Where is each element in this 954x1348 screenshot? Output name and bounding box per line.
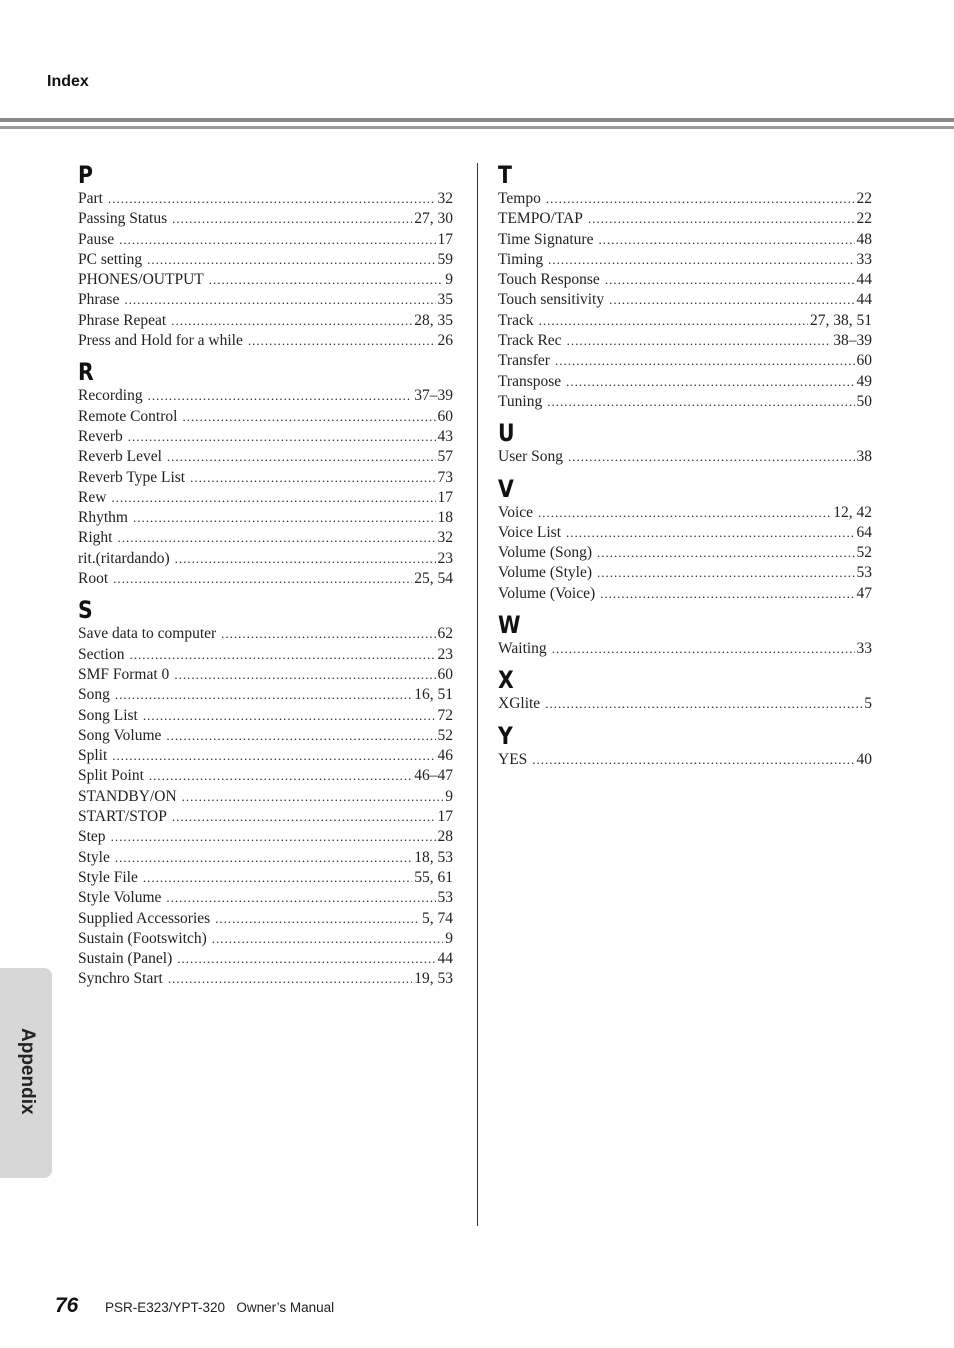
entry-term: Pause — [78, 230, 115, 248]
entry-term: Save data to computer — [78, 625, 217, 643]
dot-leader — [609, 290, 854, 310]
section-letter: S — [78, 596, 93, 625]
index-entry — [78, 528, 453, 548]
header-rule-thin — [0, 126, 954, 129]
index-entry — [498, 639, 872, 659]
entry-pages: 23 — [437, 645, 453, 663]
entry-term: Tuning — [498, 392, 543, 410]
index-entry — [78, 645, 453, 665]
dot-leader — [598, 230, 854, 250]
page-header-title: Index — [47, 73, 89, 90]
entry-pages: 25, 54 — [414, 570, 453, 588]
entry-term: Synchro Start — [78, 970, 163, 988]
index-entry — [498, 189, 872, 209]
entry-pages: 27, 30 — [414, 210, 453, 228]
entry-pages: 50 — [856, 392, 872, 410]
entry-pages: 28 — [437, 828, 453, 846]
entry-pages: 27, 38, 51 — [810, 311, 872, 329]
entry-pages: 44 — [856, 271, 872, 289]
dot-leader — [112, 746, 435, 766]
index-entry — [78, 624, 453, 644]
entry-term: Voice List — [498, 523, 561, 541]
index-entry — [498, 694, 872, 714]
entry-pages: 17 — [437, 808, 453, 826]
index-column-right — [498, 162, 872, 778]
dot-leader — [113, 569, 412, 589]
entry-pages: 53 — [437, 889, 453, 907]
index-entry — [78, 766, 453, 786]
index-entry — [78, 250, 453, 270]
dot-leader — [124, 290, 435, 310]
entry-term: Recording — [78, 387, 143, 405]
index-section — [498, 612, 872, 659]
entry-pages: 46–47 — [414, 767, 453, 785]
entry-pages: 64 — [856, 523, 872, 541]
index-entry — [78, 488, 453, 508]
dot-leader — [209, 270, 444, 290]
dot-leader — [597, 563, 855, 583]
dot-leader — [143, 706, 436, 726]
index-entry — [498, 543, 872, 563]
entry-pages: 44 — [437, 950, 453, 968]
index-entry — [78, 746, 453, 766]
entry-pages: 72 — [437, 706, 453, 724]
index-section — [78, 162, 453, 351]
index-entry — [78, 447, 453, 467]
dot-leader — [538, 503, 831, 523]
dot-leader — [175, 549, 436, 569]
index-entry — [498, 563, 872, 583]
entry-term: Sustain (Footswitch) — [78, 929, 207, 947]
index-entry — [78, 888, 453, 908]
entry-pages: 37–39 — [414, 387, 453, 405]
entry-pages: 9 — [445, 787, 453, 805]
dot-leader — [588, 209, 855, 229]
index-entry — [78, 706, 453, 726]
section-letter: T — [498, 161, 512, 189]
index-entry — [498, 447, 872, 467]
dot-leader — [547, 392, 854, 412]
index-entry — [78, 685, 453, 705]
dot-leader — [117, 528, 435, 548]
entry-pages: 46 — [437, 747, 453, 765]
dot-leader — [546, 189, 855, 209]
entry-term: Waiting — [498, 640, 547, 658]
index-entry — [78, 969, 453, 989]
dot-leader — [566, 372, 854, 392]
entry-pages: 23 — [437, 549, 453, 567]
entry-pages: 52 — [856, 544, 872, 562]
dot-leader — [111, 827, 436, 847]
index-entry — [78, 311, 453, 331]
entry-term: PHONES/OUTPUT — [78, 271, 204, 289]
entry-pages: 44 — [856, 291, 872, 309]
dot-leader — [566, 523, 855, 543]
dot-leader — [548, 250, 854, 270]
entry-pages: 53 — [856, 564, 872, 582]
entry-term: Touch Response — [498, 271, 600, 289]
index-column-left — [78, 162, 453, 998]
index-entry — [78, 331, 453, 351]
index-section — [78, 597, 453, 989]
dot-leader — [172, 807, 436, 827]
entry-term: Part — [78, 190, 103, 207]
section-letter: W — [498, 611, 521, 640]
entry-pages: 52 — [437, 726, 453, 744]
dot-leader — [171, 311, 412, 331]
entry-pages: 55, 61 — [414, 868, 453, 886]
dot-leader — [539, 311, 808, 331]
entry-pages: 32 — [437, 529, 453, 547]
entry-pages: 47 — [856, 584, 872, 602]
entry-term: Transpose — [498, 372, 562, 390]
entry-term: Volume (Style) — [498, 564, 592, 582]
index-entry — [78, 787, 453, 807]
dot-leader — [119, 230, 435, 250]
dot-leader — [147, 250, 435, 270]
entry-term: Sustain (Panel) — [78, 950, 173, 968]
dot-leader — [168, 969, 412, 989]
entry-pages: 16, 51 — [414, 686, 453, 704]
index-entry — [78, 827, 453, 847]
entry-pages: 19, 53 — [414, 970, 453, 988]
page-number: 76 — [55, 1294, 79, 1317]
dot-leader — [115, 848, 412, 868]
entry-pages: 48 — [856, 230, 872, 248]
index-entry — [78, 549, 453, 569]
entry-pages: 18, 53 — [414, 848, 453, 866]
entry-pages: 43 — [437, 427, 453, 445]
section-letter: Y — [498, 721, 513, 750]
entry-term: Volume (Song) — [498, 544, 593, 562]
entry-pages: 26 — [437, 332, 453, 350]
entry-term: TEMPO/TAP — [498, 210, 583, 228]
entry-pages: 17 — [437, 488, 453, 506]
index-entry — [498, 209, 872, 229]
index-entry — [78, 427, 453, 447]
entry-term: rit.(ritardando) — [78, 549, 170, 567]
entry-pages: 33 — [856, 250, 872, 268]
manual-title: PSR-E323/YPT-320 Owner’s Manual — [105, 1300, 335, 1315]
index-section — [78, 359, 453, 589]
index-entry — [78, 386, 453, 406]
entry-term: Rew — [78, 488, 107, 506]
entry-term: Timing — [498, 250, 544, 268]
entry-term: Split Point — [78, 767, 144, 785]
entry-term: Phrase Repeat — [78, 311, 167, 329]
index-entry — [78, 468, 453, 488]
entry-term: Section — [78, 645, 125, 663]
entry-pages: 28, 35 — [414, 311, 453, 329]
dot-leader — [597, 543, 854, 563]
entry-pages: 73 — [437, 468, 453, 486]
dot-leader — [600, 584, 854, 604]
dot-leader — [182, 787, 444, 807]
index-entry — [78, 807, 453, 827]
entry-term: Reverb Level — [78, 448, 162, 466]
entry-term: Track Rec — [498, 332, 562, 350]
dot-leader — [532, 750, 854, 770]
section-letter: U — [498, 419, 515, 448]
dot-leader — [111, 488, 435, 508]
entry-pages: 18 — [437, 509, 453, 527]
section-letter: P — [78, 161, 93, 189]
dot-leader — [174, 665, 435, 685]
entry-term: Right — [78, 529, 113, 547]
dot-leader — [143, 868, 412, 888]
entry-term: Style — [78, 848, 110, 866]
index-entry — [78, 929, 453, 949]
dot-leader — [190, 468, 435, 488]
dot-leader — [212, 929, 444, 949]
index-entry — [78, 508, 453, 528]
entry-term: PC setting — [78, 250, 143, 268]
entry-pages: 62 — [437, 625, 453, 643]
index-entry — [498, 351, 872, 371]
entry-term: Tempo — [498, 190, 541, 207]
dot-leader — [552, 639, 855, 659]
index-entry — [78, 665, 453, 685]
entry-pages: 32 — [437, 190, 453, 207]
index-section — [498, 476, 872, 604]
entry-pages: 60 — [856, 352, 872, 370]
entry-pages: 38 — [856, 448, 872, 466]
entry-term: YES — [498, 750, 528, 768]
entry-term: Split — [78, 747, 108, 765]
dot-leader — [567, 331, 832, 351]
index-entry — [78, 189, 453, 209]
entry-pages: 40 — [856, 750, 872, 768]
entry-term: Time Signature — [498, 230, 594, 248]
index-entry — [498, 523, 872, 543]
section-letter: X — [498, 666, 514, 695]
index-entry — [498, 311, 872, 331]
index-entry — [78, 848, 453, 868]
entry-term: Style File — [78, 868, 138, 886]
index-section — [498, 723, 872, 770]
dot-leader — [182, 407, 435, 427]
entry-pages: 60 — [437, 665, 453, 683]
index-entry — [78, 868, 453, 888]
entry-pages: 60 — [437, 407, 453, 425]
section-letter: V — [498, 474, 514, 503]
entry-pages: 33 — [856, 640, 872, 658]
index-entry — [78, 270, 453, 290]
dot-leader — [221, 624, 435, 644]
entry-pages: 22 — [856, 190, 872, 207]
entry-term: START/STOP — [78, 808, 167, 826]
entry-pages: 49 — [856, 372, 872, 390]
index-section — [498, 667, 872, 714]
entry-term: Rhythm — [78, 509, 128, 527]
entry-term: User Song — [498, 448, 564, 466]
dot-leader — [568, 447, 854, 467]
dot-leader — [248, 331, 436, 351]
index-entry — [78, 726, 453, 746]
section-letter: R — [78, 358, 94, 387]
index-entry — [498, 584, 872, 604]
entry-pages: 57 — [437, 448, 453, 466]
index-entry — [498, 331, 872, 351]
entry-term: Reverb — [78, 427, 123, 445]
entry-term: Track — [498, 311, 534, 329]
index-section — [498, 162, 872, 412]
entry-term: SMF Format 0 — [78, 665, 170, 683]
column-divider — [477, 163, 478, 1226]
entry-pages: 38–39 — [833, 332, 872, 350]
entry-pages: 9 — [445, 271, 453, 289]
entry-pages: 9 — [445, 929, 453, 947]
dot-leader — [148, 386, 413, 406]
index-entry — [498, 250, 872, 270]
dot-leader — [555, 351, 855, 371]
entry-pages: 12, 42 — [833, 503, 872, 521]
entry-pages: 59 — [437, 250, 453, 268]
entry-pages: 5 — [864, 695, 872, 713]
dot-leader — [166, 726, 435, 746]
dot-leader — [130, 645, 436, 665]
dot-leader — [215, 909, 420, 929]
dot-leader — [133, 508, 436, 528]
entry-pages: 35 — [437, 291, 453, 309]
entry-term: Reverb Type List — [78, 468, 186, 486]
index-entry — [498, 392, 872, 412]
index-entry — [498, 372, 872, 392]
entry-term: XGlite — [498, 695, 541, 713]
dot-leader — [128, 427, 436, 447]
dot-leader — [545, 694, 862, 714]
index-entry — [78, 909, 453, 929]
index-entry — [78, 949, 453, 969]
header-rule-thick — [0, 118, 954, 122]
entry-term: Song Volume — [78, 726, 162, 744]
entry-term: Touch sensitivity — [498, 291, 605, 309]
entry-term: STANDBY/ON — [78, 787, 177, 805]
entry-pages: 17 — [437, 230, 453, 248]
index-section — [498, 420, 872, 467]
dot-leader — [166, 888, 435, 908]
entry-term: Phrase — [78, 291, 120, 309]
entry-term: Volume (Voice) — [498, 584, 596, 602]
dot-leader — [167, 447, 436, 467]
entry-term: Root — [78, 570, 109, 588]
dot-leader — [177, 949, 435, 969]
index-entry — [498, 230, 872, 250]
index-entry — [78, 230, 453, 250]
dot-leader — [172, 209, 412, 229]
index-entry — [78, 407, 453, 427]
index-entry — [498, 290, 872, 310]
entry-term: Passing Status — [78, 210, 168, 228]
entry-pages: 5, 74 — [422, 909, 453, 927]
side-tab-label: Appendix — [17, 1028, 38, 1115]
index-entry — [78, 569, 453, 589]
entry-term: Step — [78, 828, 106, 846]
entry-term: Remote Control — [78, 407, 178, 425]
entry-term: Style Volume — [78, 889, 162, 907]
entry-pages: 22 — [856, 210, 872, 228]
index-entry — [78, 290, 453, 310]
entry-term: Transfer — [498, 352, 550, 370]
dot-leader — [605, 270, 855, 290]
index-entry — [498, 503, 872, 523]
entry-term: Song — [78, 686, 110, 704]
dot-leader — [149, 766, 412, 786]
entry-term: Press and Hold for a while — [78, 332, 243, 350]
index-entry — [498, 750, 872, 770]
entry-term: Supplied Accessories — [78, 909, 211, 927]
dot-leader — [108, 189, 436, 209]
index-entry — [78, 209, 453, 229]
entry-term: Voice — [498, 503, 534, 521]
dot-leader — [115, 685, 412, 705]
index-entry — [498, 270, 872, 290]
entry-term: Song List — [78, 706, 138, 724]
